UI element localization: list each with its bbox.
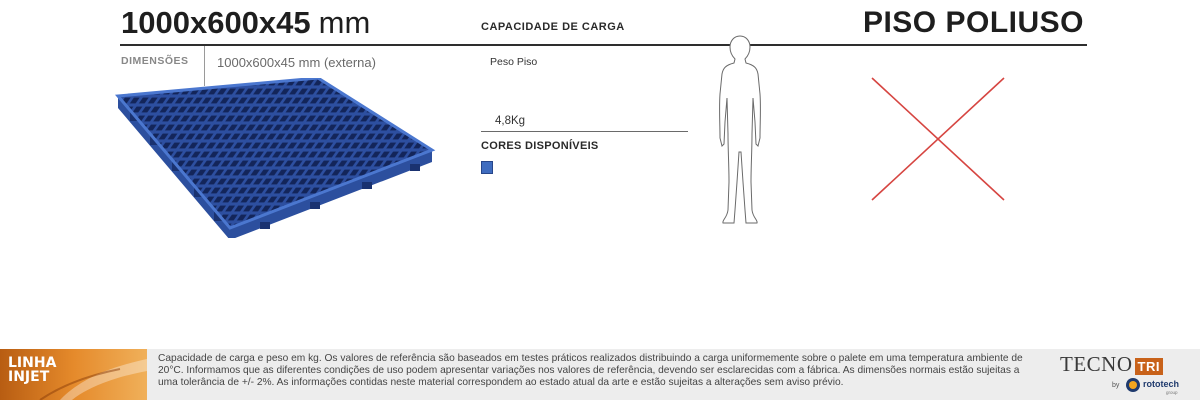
capacity-divider — [481, 131, 688, 132]
page-title — [121, 4, 370, 42]
color-swatch-blue — [481, 161, 493, 174]
product-image — [110, 78, 440, 238]
colors-title: CORES DISPONÍVEIS — [481, 140, 599, 152]
dimensions-value: 1000x600x45 mm (externa) — [217, 55, 376, 70]
red-x-icon — [870, 76, 1010, 206]
dimensions-label: DIMENSÕES — [121, 55, 189, 67]
dimensions-title: 1000x600x45 — [121, 5, 311, 40]
dimensions-unit: mm — [318, 5, 371, 40]
human-silhouette-icon — [710, 34, 770, 230]
rototech-group-text: group — [1166, 390, 1178, 395]
header-divider — [120, 44, 1087, 46]
badge-line-1: LINHA — [8, 355, 57, 371]
logo-by-text: by — [1112, 382, 1120, 389]
capacity-title: CAPACIDADE DE CARGA — [481, 21, 625, 33]
logo-tri-text: TRI — [1135, 358, 1163, 375]
disclaimer-text: Capacidade de carga e peso em kg. Os valores de referência são baseados em testes práticos realizados distribuindo a carga uniformemente sobre o palete em uma temperatura ambiente de 20°C. Informamos que as diferentes condições de uso podem apresentar variações nos valores de referência, devendo ser esclarecidas com a fábrica. As dimensões normais estão sujeitas a uma tolerância de +/- 2%. As informações contidas neste material correspondem ao estado atual da arte e estão sujeitas a alterações sem aviso prévio. — [158, 353, 1023, 388]
badge-line-2: INJET — [8, 369, 50, 385]
capacity-value: 4,8Kg — [495, 115, 526, 127]
tecnotri-logo — [1060, 352, 1163, 377]
badge-label — [8, 356, 56, 384]
logo-tecno-text: TECNO — [1060, 352, 1133, 376]
capacity-label: Peso Piso — [490, 56, 538, 68]
rototech-logo-text: rototech — [1143, 379, 1179, 389]
product-name: PISO POLIUSO — [862, 6, 1084, 39]
rototech-logo-dot — [1129, 381, 1137, 389]
